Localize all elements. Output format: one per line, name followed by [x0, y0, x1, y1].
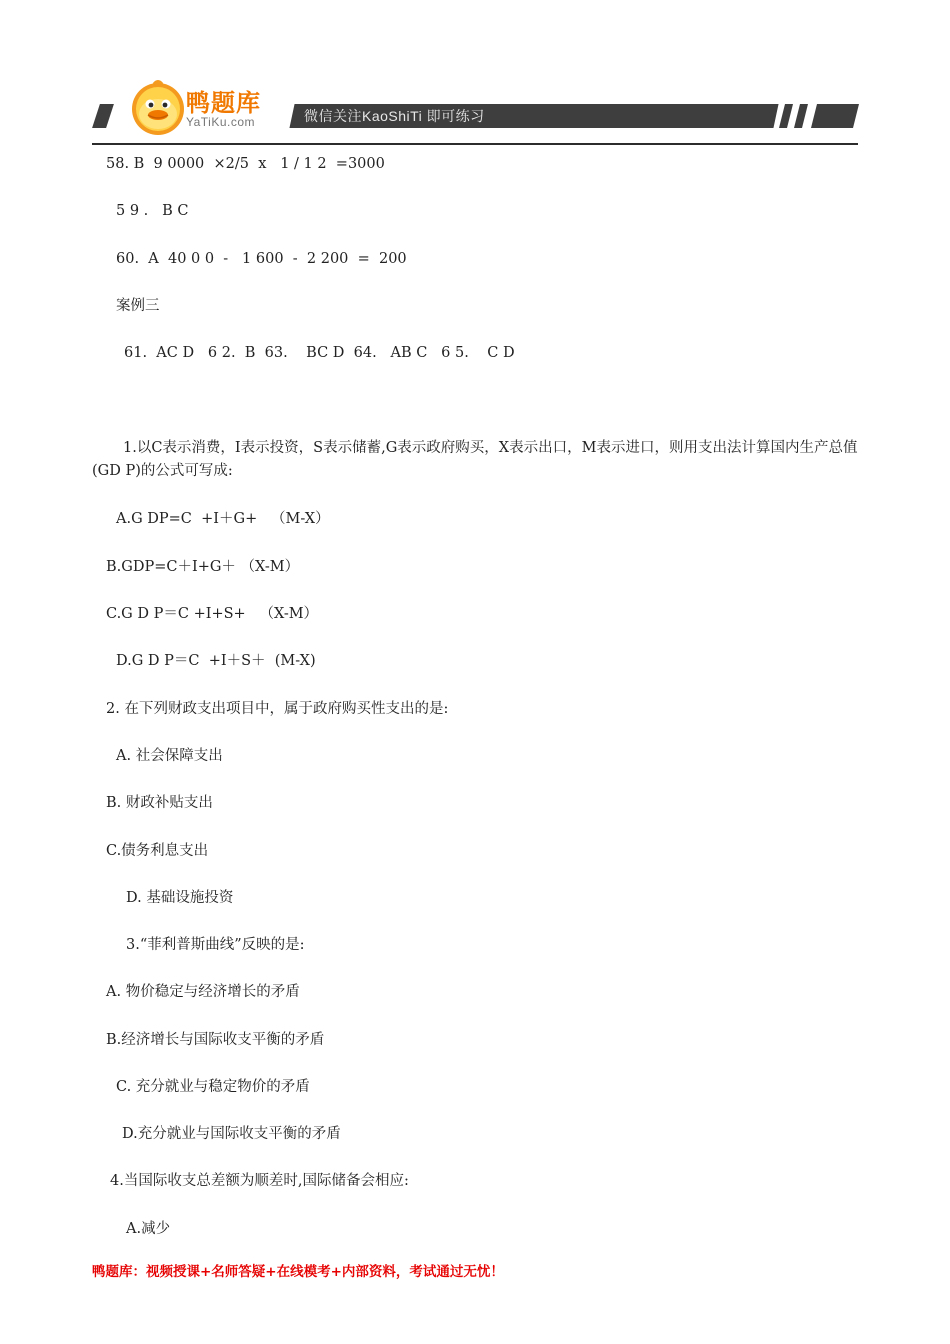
question-1-option-a: A.G DP=C +I＋G+ （M-X）	[116, 511, 330, 527]
question-3-option-a: A. 物价稳定与经济增长的矛盾	[106, 984, 300, 1000]
header-right-bar-2	[794, 104, 808, 128]
logo-name: 鸭题库	[186, 89, 261, 117]
page-header	[0, 0, 950, 150]
header-right-bar-3	[811, 104, 859, 128]
question-2-option-d: D. 基础设施投资	[126, 890, 234, 906]
question-1-stem: 1.以C表示消费，I表示投资，S表示储蓄,G表示政府购买，X表示出口，M表示进口，则用支出法计算国内生产总值(GD P)的公式可写成:	[92, 440, 858, 479]
answer-line-60: 60. A 40 0 0 - 1 600 - 2 200 = 200	[116, 251, 407, 267]
logo-url: YaTiKu.com	[186, 115, 256, 129]
yatiku-logo	[130, 80, 290, 138]
question-2-option-b: B. 财政补贴支出	[106, 795, 213, 811]
question-1-option-c: C.G D P＝C +I+S+ （X-M）	[106, 606, 319, 622]
answer-line-59: 5 9 . B C	[116, 203, 189, 219]
duck-logo-icon	[130, 80, 186, 136]
header-divider	[92, 143, 858, 145]
answer-line-58: 58. B 9 0000 ×2/5 x 1 / 1 2 =3000	[106, 156, 385, 172]
question-2-stem: 2. 在下列财政支出项目中，属于政府购买性支出的是:	[106, 701, 449, 717]
banner-text: 微信关注KaoShiTi 即可练习	[304, 108, 485, 124]
question-3-option-d: D.充分就业与国际收支平衡的矛盾	[122, 1126, 341, 1142]
answer-line-61-65: 61. AC D 6 2. B 63. BC D 64. AB C 6 5. C D	[124, 345, 515, 361]
question-1-option-d: D.G D P＝C +I＋S＋ (M-X)	[116, 653, 316, 669]
header-left-bar	[92, 104, 114, 128]
question-2-option-c: C.债务利息支出	[106, 843, 209, 859]
header-right-bar-1	[779, 104, 793, 128]
question-3-option-b: B.经济增长与国际收支平衡的矛盾	[106, 1032, 325, 1048]
question-4-stem: 4.当国际收支总差额为顺差时,国际储备会相应:	[110, 1173, 409, 1189]
question-2-option-a: A. 社会保障支出	[116, 748, 223, 764]
question-3-stem: 3.“菲利普斯曲线”反映的是:	[126, 937, 305, 953]
case-three-heading: 案例三	[116, 298, 160, 314]
question-3-option-c: C. 充分就业与稳定物价的矛盾	[116, 1079, 310, 1095]
footer-promo-text: 鸭题库：视频授课+名师答疑+在线模考+内部资料，考试通过无忧！	[92, 1264, 504, 1280]
question-1-option-b: B.GDP=C＋I+G＋ （X-M）	[106, 559, 300, 575]
question-4-option-a: A.减少	[126, 1221, 171, 1237]
